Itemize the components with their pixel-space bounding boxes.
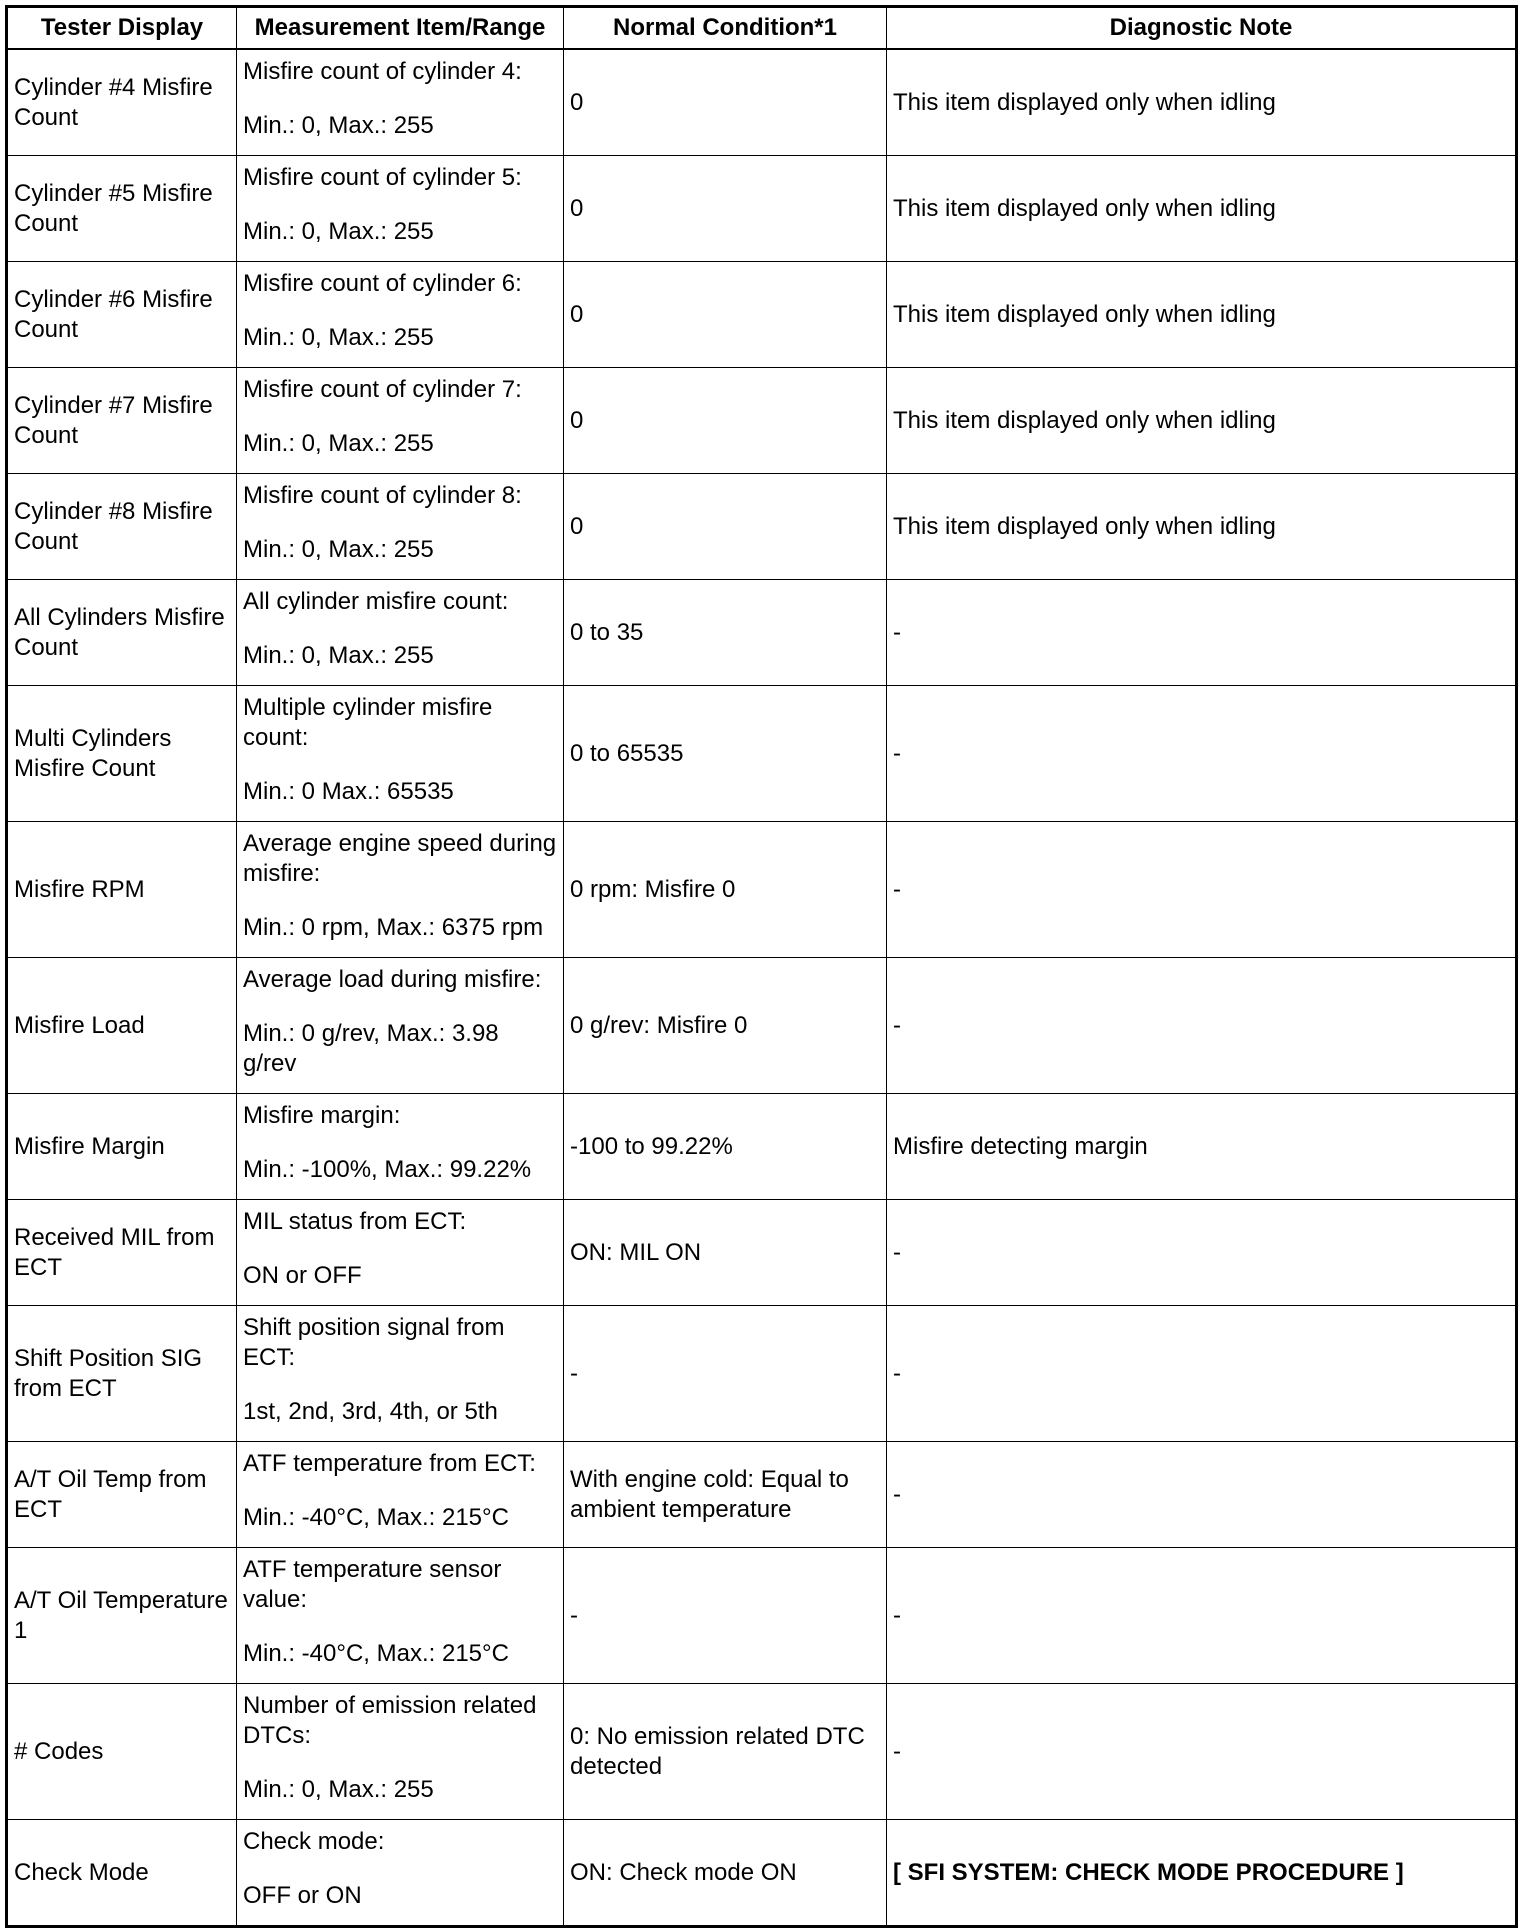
diagnostic-note-cell: This item displayed only when idling — [887, 156, 1517, 262]
measurement-cell — [237, 580, 564, 686]
measurement-item: Number of emission related DTCs: — [243, 1692, 537, 1749]
normal-condition-cell: -100 to 99.22% — [564, 1094, 887, 1200]
table-row — [7, 1684, 1517, 1820]
measurement-item: Misfire count of cylinder 6: — [243, 270, 522, 297]
measurement-cell — [237, 958, 564, 1094]
measurement-cell — [237, 368, 564, 474]
tester-display-cell: Cylinder #6 Misfire Count — [7, 262, 237, 368]
tester-display-cell: Cylinder #7 Misfire Count — [7, 368, 237, 474]
tester-display-cell: A/T Oil Temperature 1 — [7, 1548, 237, 1684]
header-normal-condition: Normal Condition*1 — [564, 7, 887, 50]
tester-display-cell: Cylinder #5 Misfire Count — [7, 156, 237, 262]
table-header-row — [7, 7, 1517, 50]
measurement-item: All cylinder misfire count: — [243, 588, 509, 615]
normal-condition-cell: ON: Check mode ON — [564, 1820, 887, 1927]
tester-display-cell: Misfire RPM — [7, 822, 237, 958]
diagnostic-note-cell: - — [887, 958, 1517, 1094]
measurement-cell — [237, 1548, 564, 1684]
measurement-cell — [237, 822, 564, 958]
diagnostic-note-cell: This item displayed only when idling — [887, 474, 1517, 580]
check-mode-procedure-link[interactable]: [ SFI SYSTEM: CHECK MODE PROCEDURE ] — [887, 1820, 1517, 1927]
table-row — [7, 958, 1517, 1094]
diagnostic-note-cell: This item displayed only when idling — [887, 49, 1517, 156]
measurement-item: Shift position signal from ECT: — [243, 1314, 505, 1371]
measurement-cell — [237, 1442, 564, 1548]
diagnostic-note-cell: - — [887, 1442, 1517, 1548]
measurement-item: Misfire count of cylinder 5: — [243, 164, 522, 191]
measurement-item: Misfire count of cylinder 8: — [243, 482, 522, 509]
tester-display-cell: Cylinder #4 Misfire Count — [7, 49, 237, 156]
normal-condition-cell: 0 to 65535 — [564, 686, 887, 822]
tester-display-cell: Multi Cylinders Misfire Count — [7, 686, 237, 822]
measurement-item: Misfire count of cylinder 7: — [243, 376, 522, 403]
diagnostic-note-cell: Misfire detecting margin — [887, 1094, 1517, 1200]
diagnostic-note-cell: - — [887, 580, 1517, 686]
diagnostic-note-cell: - — [887, 1200, 1517, 1306]
measurement-cell — [237, 686, 564, 822]
header-measurement-item: Measurement Item/Range — [237, 7, 564, 50]
tester-display-cell: All Cylinders Misfire Count — [7, 580, 237, 686]
measurement-item: MIL status from ECT: — [243, 1208, 467, 1235]
tester-display-cell: Misfire Load — [7, 958, 237, 1094]
data-list-table — [5, 5, 1518, 1928]
tester-display-cell: Cylinder #8 Misfire Count — [7, 474, 237, 580]
measurement-range: Min.: 0, Max.: 255 — [243, 430, 434, 457]
measurement-range: Min.: 0, Max.: 255 — [243, 112, 434, 139]
table-row — [7, 1200, 1517, 1306]
normal-condition-cell: With engine cold: Equal to ambient temperature — [564, 1442, 887, 1548]
measurement-cell — [237, 474, 564, 580]
normal-condition-cell: - — [564, 1548, 887, 1684]
tester-display-cell: Check Mode — [7, 1820, 237, 1927]
diagnostic-note-cell: - — [887, 1306, 1517, 1442]
table-row — [7, 686, 1517, 822]
table-row — [7, 262, 1517, 368]
table-row — [7, 1306, 1517, 1442]
table-row — [7, 1442, 1517, 1548]
normal-condition-cell: 0 g/rev: Misfire 0 — [564, 958, 887, 1094]
tester-display-cell: Misfire Margin — [7, 1094, 237, 1200]
measurement-range: Min.: -40°C, Max.: 215°C — [243, 1504, 509, 1531]
measurement-item: Multiple cylinder misfire count: — [243, 694, 493, 751]
measurement-cell — [237, 156, 564, 262]
measurement-range: Min.: 0 g/rev, Max.: 3.98 g/rev — [243, 1020, 499, 1077]
table-row — [7, 1548, 1517, 1684]
normal-condition-cell: 0 — [564, 262, 887, 368]
measurement-range: Min.: -100%, Max.: 99.22% — [243, 1156, 532, 1183]
table-row — [7, 368, 1517, 474]
measurement-item: Misfire count of cylinder 4: — [243, 58, 522, 85]
measurement-range: Min.: 0, Max.: 255 — [243, 1776, 434, 1803]
measurement-item: Average engine speed during misfire: — [243, 830, 557, 887]
measurement-item: Check mode: — [243, 1828, 385, 1855]
table-row — [7, 580, 1517, 686]
measurement-range: Min.: 0, Max.: 255 — [243, 218, 434, 245]
normal-condition-cell: 0: No emission related DTC detected — [564, 1684, 887, 1820]
normal-condition-cell: 0 — [564, 156, 887, 262]
measurement-range: Min.: 0 Max.: 65535 — [243, 778, 454, 805]
table-row — [7, 1820, 1517, 1927]
diagnostic-note-cell: - — [887, 1684, 1517, 1820]
measurement-range: Min.: 0, Max.: 255 — [243, 536, 434, 563]
measurement-range: ON or OFF — [243, 1262, 362, 1289]
tester-display-cell: A/T Oil Temp from ECT — [7, 1442, 237, 1548]
measurement-range: OFF or ON — [243, 1882, 362, 1909]
measurement-cell — [237, 1684, 564, 1820]
measurement-range: Min.: 0, Max.: 255 — [243, 642, 434, 669]
normal-condition-cell: 0 — [564, 474, 887, 580]
normal-condition-cell: 0 to 35 — [564, 580, 887, 686]
measurement-range: 1st, 2nd, 3rd, 4th, or 5th — [243, 1398, 498, 1425]
measurement-cell — [237, 1094, 564, 1200]
header-tester-display: Tester Display — [7, 7, 237, 50]
diagnostic-note-cell: This item displayed only when idling — [887, 262, 1517, 368]
measurement-cell — [237, 1820, 564, 1927]
diagnostic-note-cell: This item displayed only when idling — [887, 368, 1517, 474]
normal-condition-cell: 0 rpm: Misfire 0 — [564, 822, 887, 958]
tester-display-cell: Received MIL from ECT — [7, 1200, 237, 1306]
table-row — [7, 1094, 1517, 1200]
measurement-cell — [237, 262, 564, 368]
measurement-range: Min.: 0 rpm, Max.: 6375 rpm — [243, 914, 544, 941]
table-row — [7, 156, 1517, 262]
measurement-item: ATF temperature from ECT: — [243, 1450, 536, 1477]
header-diagnostic-note: Diagnostic Note — [887, 7, 1517, 50]
tester-display-cell: # Codes — [7, 1684, 237, 1820]
diagnostic-note-cell: - — [887, 686, 1517, 822]
normal-condition-cell: ON: MIL ON — [564, 1200, 887, 1306]
measurement-cell — [237, 1200, 564, 1306]
normal-condition-cell: 0 — [564, 368, 887, 474]
measurement-item: ATF temperature sensor value: — [243, 1556, 502, 1613]
table-row — [7, 822, 1517, 958]
measurement-range: Min.: 0, Max.: 255 — [243, 324, 434, 351]
normal-condition-cell: 0 — [564, 49, 887, 156]
measurement-item: Average load during misfire: — [243, 966, 542, 993]
normal-condition-cell: - — [564, 1306, 887, 1442]
measurement-cell — [237, 49, 564, 156]
table-row — [7, 49, 1517, 156]
measurement-item: Misfire margin: — [243, 1102, 401, 1129]
measurement-range: Min.: -40°C, Max.: 215°C — [243, 1640, 509, 1667]
diagnostic-note-cell: - — [887, 1548, 1517, 1684]
table-row — [7, 474, 1517, 580]
tester-display-cell: Shift Position SIG from ECT — [7, 1306, 237, 1442]
diagnostic-note-cell: - — [887, 822, 1517, 958]
measurement-cell — [237, 1306, 564, 1442]
